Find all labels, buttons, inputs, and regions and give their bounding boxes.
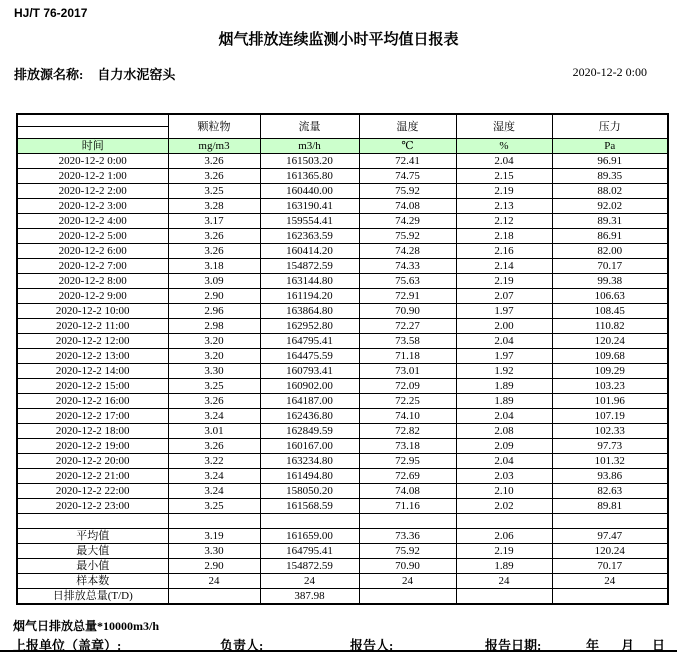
value-cell-pm: 3.20 bbox=[168, 349, 260, 364]
value-cell-temp: 72.69 bbox=[359, 469, 456, 484]
time-cell: 2020-12-2 1:00 bbox=[17, 169, 168, 184]
value-cell-pm: 3.18 bbox=[168, 259, 260, 274]
time-cell: 2020-12-2 7:00 bbox=[17, 259, 168, 274]
value-cell-flow: 160793.41 bbox=[260, 364, 359, 379]
value-cell-temp: 71.16 bbox=[359, 499, 456, 514]
value-cell-pm: 3.24 bbox=[168, 409, 260, 424]
day-label: 日 bbox=[652, 638, 666, 653]
value-cell-temp: 75.92 bbox=[359, 229, 456, 244]
value-cell-humidity: 1.89 bbox=[456, 379, 552, 394]
column-header-pressure: 压力 bbox=[552, 114, 668, 139]
value-cell-humidity: 2.04 bbox=[456, 454, 552, 469]
value-cell-humidity: 2.12 bbox=[456, 214, 552, 229]
value-cell-humidity: 2.07 bbox=[456, 289, 552, 304]
value-cell-pressure: 120.24 bbox=[552, 334, 668, 349]
time-cell: 2020-12-2 10:00 bbox=[17, 304, 168, 319]
time-cell: 2020-12-2 22:00 bbox=[17, 484, 168, 499]
source-name-label: 排放源名称: bbox=[14, 67, 84, 82]
value-cell-humidity: 2.14 bbox=[456, 259, 552, 274]
value-cell-pressure: 101.96 bbox=[552, 394, 668, 409]
value-cell-pressure: 93.86 bbox=[552, 469, 668, 484]
value-cell-temp: 75.63 bbox=[359, 274, 456, 289]
time-cell: 2020-12-2 18:00 bbox=[17, 424, 168, 439]
value-cell-flow: 161503.20 bbox=[260, 154, 359, 169]
value-cell-flow: 162952.80 bbox=[260, 319, 359, 334]
summary-value-cell-flow: 161659.00 bbox=[260, 529, 359, 544]
value-cell-pressure: 101.32 bbox=[552, 454, 668, 469]
summary-value-cell-humidity: 1.89 bbox=[456, 559, 552, 574]
table-row bbox=[17, 214, 668, 229]
value-cell-pm: 3.20 bbox=[168, 334, 260, 349]
time-cell: 2020-12-2 2:00 bbox=[17, 184, 168, 199]
value-cell-humidity: 2.03 bbox=[456, 469, 552, 484]
value-cell-humidity: 2.19 bbox=[456, 184, 552, 199]
time-cell: 2020-12-2 9:00 bbox=[17, 289, 168, 304]
value-cell-temp: 72.95 bbox=[359, 454, 456, 469]
value-cell-temp: 72.82 bbox=[359, 424, 456, 439]
unit-cell-flow: m3/h bbox=[260, 139, 359, 154]
value-cell-humidity: 2.04 bbox=[456, 154, 552, 169]
value-cell-flow: 163864.80 bbox=[260, 304, 359, 319]
table-row bbox=[17, 274, 668, 289]
time-header-cell: 时间 bbox=[17, 139, 168, 154]
table-row bbox=[17, 469, 668, 484]
table-row bbox=[17, 199, 668, 214]
value-cell-humidity: 2.18 bbox=[456, 229, 552, 244]
time-cell: 2020-12-2 20:00 bbox=[17, 454, 168, 469]
summary-value-cell-pressure bbox=[552, 589, 668, 605]
value-cell-pressure: 96.91 bbox=[552, 154, 668, 169]
summary-value-cell-pm: 2.90 bbox=[168, 559, 260, 574]
table-row bbox=[17, 499, 668, 514]
time-cell: 2020-12-2 11:00 bbox=[17, 319, 168, 334]
unit-cell-pm: mg/m3 bbox=[168, 139, 260, 154]
value-cell-temp: 74.33 bbox=[359, 259, 456, 274]
value-cell-pm: 3.26 bbox=[168, 229, 260, 244]
table-row bbox=[17, 409, 668, 424]
value-cell-temp: 74.08 bbox=[359, 199, 456, 214]
manager-label: 负责人: bbox=[220, 638, 264, 653]
summary-value-cell-temp: 70.90 bbox=[359, 559, 456, 574]
report-unit-label: 上报单位（盖章）: bbox=[13, 638, 122, 653]
summary-value-cell-temp: 73.36 bbox=[359, 529, 456, 544]
summary-value-cell-flow: 154872.59 bbox=[260, 559, 359, 574]
value-cell-temp: 74.28 bbox=[359, 244, 456, 259]
value-cell-flow: 162436.80 bbox=[260, 409, 359, 424]
value-cell-temp: 72.91 bbox=[359, 289, 456, 304]
value-cell-pm: 3.24 bbox=[168, 469, 260, 484]
value-cell-temp: 74.29 bbox=[359, 214, 456, 229]
summary-value-cell-pm: 3.19 bbox=[168, 529, 260, 544]
footer-note: 烟气日排放总量*10000m3/h bbox=[13, 619, 160, 633]
value-cell-pressure: 70.17 bbox=[552, 259, 668, 274]
table-row bbox=[17, 184, 668, 199]
value-cell-humidity: 1.97 bbox=[456, 349, 552, 364]
value-cell-pressure: 109.29 bbox=[552, 364, 668, 379]
value-cell-pm: 3.28 bbox=[168, 199, 260, 214]
source-name-row bbox=[14, 64, 175, 83]
summary-value-cell-temp: 75.92 bbox=[359, 544, 456, 559]
value-cell-flow: 160414.20 bbox=[260, 244, 359, 259]
summary-value-cell-flow: 24 bbox=[260, 574, 359, 589]
time-cell: 2020-12-2 5:00 bbox=[17, 229, 168, 244]
table-row bbox=[17, 349, 668, 364]
value-cell-flow: 158050.20 bbox=[260, 484, 359, 499]
table-row bbox=[17, 439, 668, 454]
time-cell: 2020-12-2 16:00 bbox=[17, 394, 168, 409]
value-cell-pm: 3.26 bbox=[168, 439, 260, 454]
units-row bbox=[17, 139, 668, 154]
table-row bbox=[17, 169, 668, 184]
value-cell-humidity: 2.00 bbox=[456, 319, 552, 334]
value-cell-pressure: 109.68 bbox=[552, 349, 668, 364]
value-cell-temp: 73.18 bbox=[359, 439, 456, 454]
table-row bbox=[17, 229, 668, 244]
value-cell-pressure: 97.73 bbox=[552, 439, 668, 454]
value-cell-pm: 3.30 bbox=[168, 364, 260, 379]
time-cell: 2020-12-2 21:00 bbox=[17, 469, 168, 484]
summary-value-cell-humidity: 2.19 bbox=[456, 544, 552, 559]
value-cell-flow: 163144.80 bbox=[260, 274, 359, 289]
month-label: 月 bbox=[621, 638, 635, 653]
value-cell-flow: 162849.59 bbox=[260, 424, 359, 439]
value-cell-humidity: 2.08 bbox=[456, 424, 552, 439]
value-cell-flow: 163234.80 bbox=[260, 454, 359, 469]
value-cell-temp: 74.08 bbox=[359, 484, 456, 499]
summary-row bbox=[17, 589, 668, 605]
value-cell-humidity: 2.16 bbox=[456, 244, 552, 259]
value-cell-humidity: 1.92 bbox=[456, 364, 552, 379]
value-cell-pm: 2.98 bbox=[168, 319, 260, 334]
value-cell-temp: 75.92 bbox=[359, 184, 456, 199]
value-cell-pressure: 102.33 bbox=[552, 424, 668, 439]
value-cell-temp: 70.90 bbox=[359, 304, 456, 319]
unit-cell-humidity: % bbox=[456, 139, 552, 154]
value-cell-pm: 3.26 bbox=[168, 244, 260, 259]
time-cell: 2020-12-2 4:00 bbox=[17, 214, 168, 229]
summary-value-cell-flow: 387.98 bbox=[260, 589, 359, 605]
value-cell-pressure: 106.63 bbox=[552, 289, 668, 304]
reporter-label: 报告人: bbox=[350, 638, 394, 653]
summary-value-cell-flow: 164795.41 bbox=[260, 544, 359, 559]
value-cell-pressure: 92.02 bbox=[552, 199, 668, 214]
summary-value-cell-pressure: 24 bbox=[552, 574, 668, 589]
time-cell: 2020-12-2 3:00 bbox=[17, 199, 168, 214]
value-cell-flow: 164475.59 bbox=[260, 349, 359, 364]
value-cell-temp: 72.27 bbox=[359, 319, 456, 334]
time-cell: 2020-12-2 6:00 bbox=[17, 244, 168, 259]
summary-value-cell-temp: 24 bbox=[359, 574, 456, 589]
value-cell-pressure: 110.82 bbox=[552, 319, 668, 334]
value-cell-pm: 3.26 bbox=[168, 154, 260, 169]
table-row bbox=[17, 379, 668, 394]
value-cell-pm: 3.25 bbox=[168, 499, 260, 514]
value-cell-pressure: 107.19 bbox=[552, 409, 668, 424]
value-cell-pm: 3.24 bbox=[168, 484, 260, 499]
summary-row bbox=[17, 574, 668, 589]
table-row bbox=[17, 244, 668, 259]
bottom-rule bbox=[0, 650, 677, 652]
summary-value-cell-temp bbox=[359, 589, 456, 605]
summary-value-cell-humidity: 24 bbox=[456, 574, 552, 589]
value-cell-flow: 164187.00 bbox=[260, 394, 359, 409]
value-cell-flow: 160167.00 bbox=[260, 439, 359, 454]
value-cell-temp: 73.01 bbox=[359, 364, 456, 379]
value-cell-flow: 161494.80 bbox=[260, 469, 359, 484]
data-rows bbox=[17, 154, 668, 514]
value-cell-pressure: 89.35 bbox=[552, 169, 668, 184]
value-cell-pm: 3.26 bbox=[168, 394, 260, 409]
summary-row bbox=[17, 529, 668, 544]
value-cell-pm: 3.25 bbox=[168, 379, 260, 394]
time-cell: 2020-12-2 12:00 bbox=[17, 334, 168, 349]
year-label: 年 bbox=[586, 638, 600, 653]
time-cell: 2020-12-2 19:00 bbox=[17, 439, 168, 454]
value-cell-pressure: 82.00 bbox=[552, 244, 668, 259]
summary-value-cell-pressure: 70.17 bbox=[552, 559, 668, 574]
summary-rows bbox=[17, 529, 668, 605]
time-cell: 2020-12-2 15:00 bbox=[17, 379, 168, 394]
value-cell-temp: 74.75 bbox=[359, 169, 456, 184]
column-header-flow: 流量 bbox=[260, 114, 359, 139]
time-cell: 2020-12-2 17:00 bbox=[17, 409, 168, 424]
table-row bbox=[17, 319, 668, 334]
value-cell-humidity: 2.15 bbox=[456, 169, 552, 184]
table-row bbox=[17, 289, 668, 304]
table-row bbox=[17, 364, 668, 379]
summary-label-cell: 最大值 bbox=[17, 544, 168, 559]
value-cell-pm: 3.09 bbox=[168, 274, 260, 289]
table-row bbox=[17, 334, 668, 349]
spacer-row bbox=[17, 514, 668, 529]
value-cell-flow: 162363.59 bbox=[260, 229, 359, 244]
table-row bbox=[17, 304, 668, 319]
value-cell-pressure: 82.63 bbox=[552, 484, 668, 499]
value-cell-temp: 74.10 bbox=[359, 409, 456, 424]
value-cell-flow: 159554.41 bbox=[260, 214, 359, 229]
monitoring-table bbox=[16, 113, 669, 605]
value-cell-humidity: 2.09 bbox=[456, 439, 552, 454]
value-cell-flow: 160902.00 bbox=[260, 379, 359, 394]
table-row bbox=[17, 484, 668, 499]
value-cell-flow: 154872.59 bbox=[260, 259, 359, 274]
summary-row bbox=[17, 559, 668, 574]
unit-cell-pressure: Pa bbox=[552, 139, 668, 154]
value-cell-pressure: 103.23 bbox=[552, 379, 668, 394]
value-cell-pm: 3.01 bbox=[168, 424, 260, 439]
summary-row bbox=[17, 544, 668, 559]
value-cell-flow: 160440.00 bbox=[260, 184, 359, 199]
table-row bbox=[17, 394, 668, 409]
value-cell-pm: 2.90 bbox=[168, 289, 260, 304]
report-title: 烟气排放连续监测小时平均值日报表 bbox=[218, 32, 459, 48]
value-cell-pm: 3.17 bbox=[168, 214, 260, 229]
value-cell-humidity: 2.13 bbox=[456, 199, 552, 214]
time-cell: 2020-12-2 8:00 bbox=[17, 274, 168, 289]
summary-value-cell-pm: 3.30 bbox=[168, 544, 260, 559]
column-header-temp: 温度 bbox=[359, 114, 456, 139]
value-cell-pm: 3.25 bbox=[168, 184, 260, 199]
source-name-value: 自力水泥窑头 bbox=[97, 67, 176, 82]
value-cell-humidity: 2.19 bbox=[456, 274, 552, 289]
value-cell-temp: 72.41 bbox=[359, 154, 456, 169]
value-cell-pressure: 99.38 bbox=[552, 274, 668, 289]
time-cell: 2020-12-2 14:00 bbox=[17, 364, 168, 379]
standard-code: HJ/T 76-2017 bbox=[14, 6, 88, 20]
empty-corner-cell bbox=[17, 114, 168, 127]
value-cell-temp: 71.18 bbox=[359, 349, 456, 364]
time-cell: 2020-12-2 13:00 bbox=[17, 349, 168, 364]
header-row-top bbox=[17, 114, 668, 127]
time-cell: 2020-12-2 0:00 bbox=[17, 154, 168, 169]
table-row bbox=[17, 259, 668, 274]
summary-value-cell-humidity bbox=[456, 589, 552, 605]
value-cell-pm: 3.22 bbox=[168, 454, 260, 469]
column-header-pm: 颗粒物 bbox=[168, 114, 260, 139]
value-cell-pressure: 86.91 bbox=[552, 229, 668, 244]
value-cell-temp: 72.09 bbox=[359, 379, 456, 394]
value-cell-pressure: 108.45 bbox=[552, 304, 668, 319]
value-cell-flow: 161365.80 bbox=[260, 169, 359, 184]
time-cell: 2020-12-2 23:00 bbox=[17, 499, 168, 514]
summary-label-cell: 平均值 bbox=[17, 529, 168, 544]
value-cell-pressure: 89.31 bbox=[552, 214, 668, 229]
value-cell-flow: 163190.41 bbox=[260, 199, 359, 214]
unit-cell-temp: ℃ bbox=[359, 139, 456, 154]
table-row bbox=[17, 424, 668, 439]
value-cell-humidity: 2.10 bbox=[456, 484, 552, 499]
value-cell-pressure: 89.81 bbox=[552, 499, 668, 514]
spacer-body bbox=[17, 514, 668, 529]
summary-label-cell: 日排放总量(T/D) bbox=[17, 589, 168, 605]
summary-label-cell: 最小值 bbox=[17, 559, 168, 574]
summary-value-cell-humidity: 2.06 bbox=[456, 529, 552, 544]
summary-value-cell-pressure: 97.47 bbox=[552, 529, 668, 544]
summary-label-cell: 样本数 bbox=[17, 574, 168, 589]
empty-corner-cell bbox=[17, 127, 168, 139]
value-cell-humidity: 1.89 bbox=[456, 394, 552, 409]
value-cell-humidity: 1.97 bbox=[456, 304, 552, 319]
value-cell-pm: 2.96 bbox=[168, 304, 260, 319]
table-row bbox=[17, 154, 668, 169]
column-header-humidity: 湿度 bbox=[456, 114, 552, 139]
value-cell-flow: 161194.20 bbox=[260, 289, 359, 304]
value-cell-pm: 3.26 bbox=[168, 169, 260, 184]
summary-value-cell-pm: 24 bbox=[168, 574, 260, 589]
report-datetime: 2020-12-2 0:00 bbox=[572, 65, 647, 79]
value-cell-humidity: 2.04 bbox=[456, 334, 552, 349]
table-row bbox=[17, 454, 668, 469]
value-cell-humidity: 2.02 bbox=[456, 499, 552, 514]
value-cell-humidity: 2.04 bbox=[456, 409, 552, 424]
value-cell-temp: 72.25 bbox=[359, 394, 456, 409]
value-cell-flow: 161568.59 bbox=[260, 499, 359, 514]
report-date-label: 报告日期: bbox=[485, 638, 542, 653]
value-cell-temp: 73.58 bbox=[359, 334, 456, 349]
value-cell-flow: 164795.41 bbox=[260, 334, 359, 349]
value-cell-pressure: 88.02 bbox=[552, 184, 668, 199]
summary-value-cell-pm bbox=[168, 589, 260, 605]
summary-value-cell-pressure: 120.24 bbox=[552, 544, 668, 559]
